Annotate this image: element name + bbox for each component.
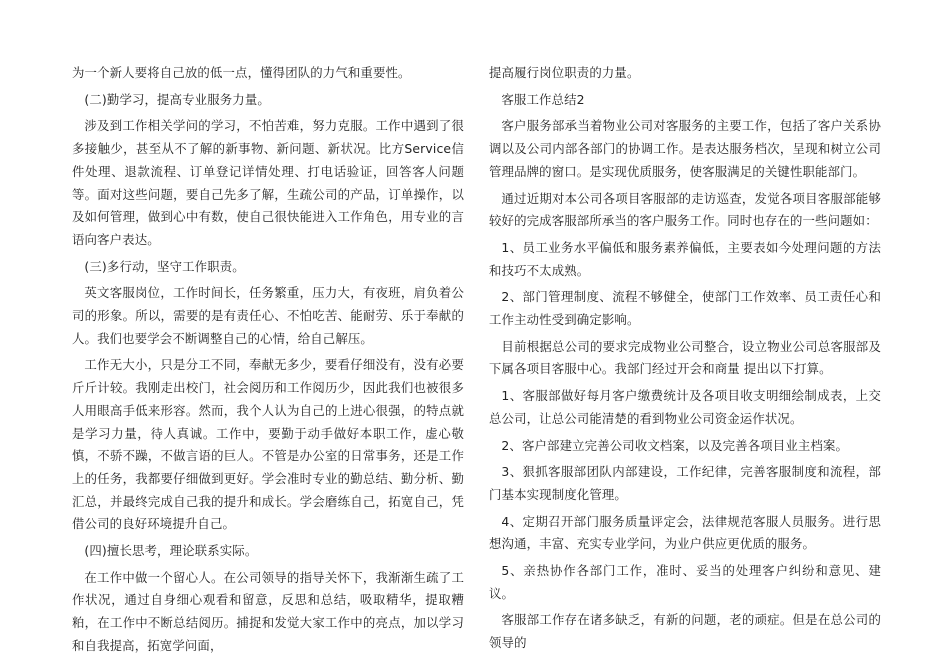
paragraph: 涉及到工作相关学问的学习，不怕苦难，努力克服。工作中遇到了很多接触少，甚至从不了解的新事物、新问题、新状况。比方Service信件处理、退款流程、订单登记详情处理、打电话验证，回答客人问题等。面对这些问题，要自己先多了解，生疏公司的产品，订单操作，以及如何管理，做到心中有数，使自己很快能进入工作角色，用专业的言语向客户表达。 [72,118,464,247]
list-item: 1、客服部做好每月客户缴费统计及各项目收支明细绘制成表，上交总公司，让总公司能清楚的看到物业公司资金运作状况。 [489,388,881,426]
list-item: 3、狠抓客服部团队内部建设，工作纪律，完善客服制度和流程，部门基本实现制度化管理。 [489,464,881,502]
section-heading: (二)勤学习，提高专业服务力量。 [84,91,270,107]
section-heading: (三)多行动，坚守工作职责。 [84,258,245,274]
list-item: 1、员工业务水平偏低和服务素养偏低，主要表如今处理问题的方法和技巧不太成熟。 [489,239,881,278]
paragraph: 英文客服岗位，工作时间长，任务繁重，压力大，有夜班，肩负着公司的形象。所以，需要的是有责任心、不怕吃苦、能耐劳、乐于奉献的人。我们也要学会不断调整自己的心情，给自己解压。 [72,285,464,346]
list-item: 4、定期召开部门服务质量评定会，法律规范客服人员服务。进行思想沟通，丰富、充实专业学问，为业户供应更优质的服务。 [489,513,881,552]
paragraph: 工作无大小，只是分工不同，奉献无多少，要看仔细没有，没有必要斤斤计较。我刚走出校门，社会阅历和工作阅历少，因此我们也被很多人用眼高手低来形容。然而，我个人认为自己的上进心很强，的特点就是学习力量，待人真诚。工作中，要勤于动手做好本职工作，虚心敬慎，不骄不躁，不做言语的巨人。不管是办公室的日常事务，还是工作上的任务，我都要仔细做到更好。学会准时专业的勤总结、勤分析、勤汇总，并最终完成自己我的提升和成长。学会磨练自己，拓宽自己，凭借公司的良好环境提升自己。 [72,357,464,532]
paragraph: 客户服务部承当着物业公司对客服务的主要工作，包括了客户关系协调以及公司内部各部门的协调工作。是表达服务档次，呈现和树立公司管理品牌的窗口。是实现优质服务，使客服满足的关键性职能部门。 [489,118,881,179]
paragraph: 提高履行岗位职责的力量。 [489,65,640,80]
list-item: 5、亲热协作各部门工作，准时、妥当的处理客户纠纷和意见、建议。 [489,563,881,601]
paragraph: 目前根据总公司的要求完成物业公司整合，设立物业公司总客服部及下属各项目客服中心。我部门经过开会和商量 提出以下打算。 [489,338,881,377]
paragraph: 通过近期对本公司各项目客服部的走访巡查，发觉各项目客服部能够较好的完成客服部所承当的客户服务工作。同时也存在的一些问题如： [489,190,881,229]
section-heading: (四)擅长思考，理论联系实际。 [84,543,258,559]
section-title: 客服工作总结2 [501,91,585,107]
list-item: 2、客户部建立完善公司收文档案，以及完善各项目业主档案。 [501,437,849,453]
left-text-column [72,62,464,662]
right-text-column [489,62,881,659]
list-item: 2、部门管理制度、流程不够健全，使部门工作效率、员工责任心和工作主动性受到确定影响。 [489,289,881,328]
paragraph: 客服部工作存在诸多缺乏，有新的问题，老的顽症。但是在总公司的领导的 [489,612,881,651]
paragraph: 在工作中做一个留心人。在公司领导的指导关怀下，我渐渐生疏了工作状况，通过自身细心观看和留意，反思和总结，吸取精华，提取糟粕，在工作中不断总结阅历。捕捉和发觉大家工作中的亮点，加以学习和自我提高，拓宽学问面， [72,569,464,653]
paragraph: 为一个新人要将自己放的低一点，懂得团队的力气和重要性。 [72,65,411,80]
